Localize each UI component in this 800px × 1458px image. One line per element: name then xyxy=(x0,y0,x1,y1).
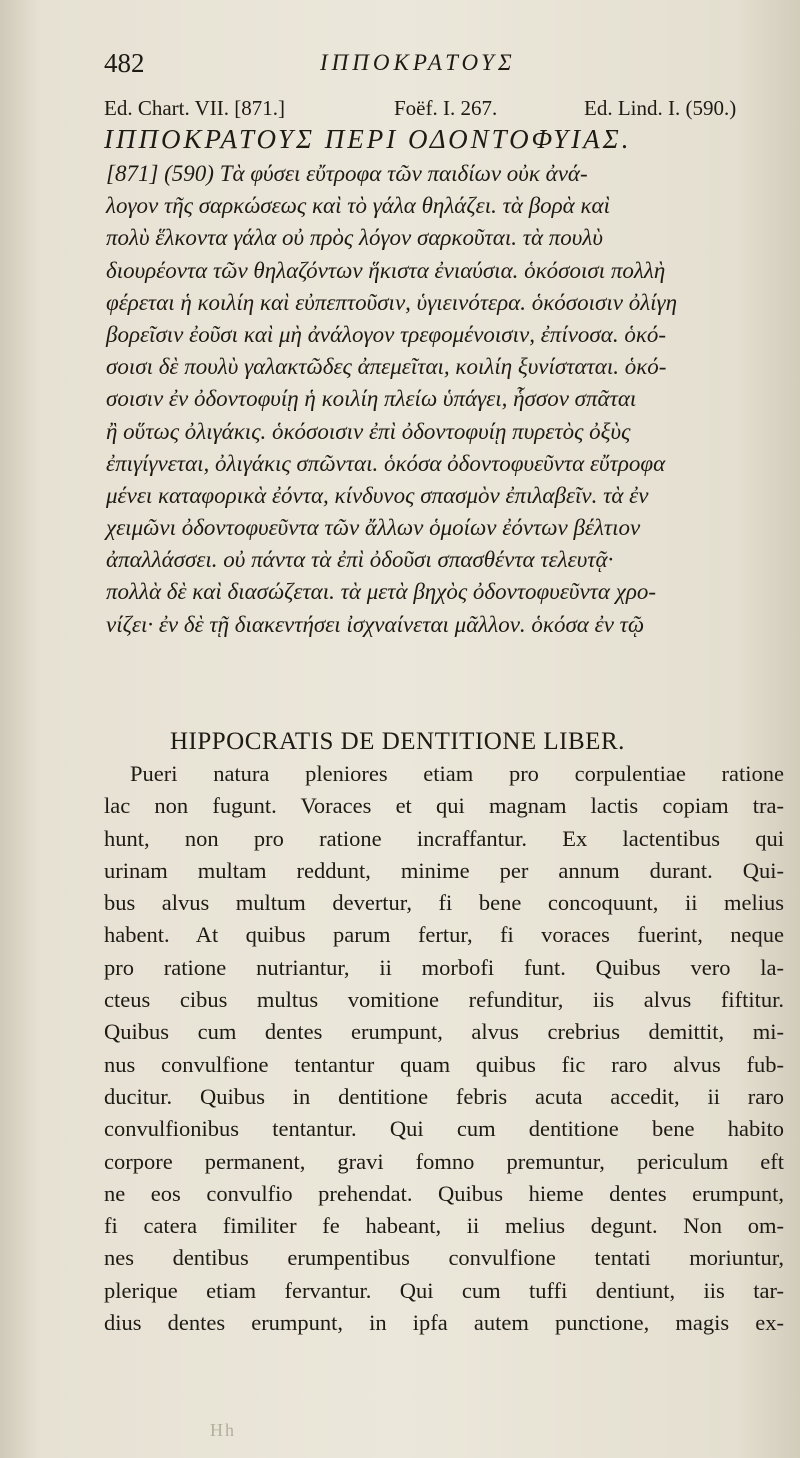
latin-text-line: lac non fugunt. Voraces et qui magnam lactis copiam tra- xyxy=(104,793,784,819)
greek-text-line: βορεῖσιν ἐοῦσι καὶ μὴ ἀνάλογον τρεφομένοισιν, ἐπίνοσα. ὁκό- xyxy=(106,321,667,347)
ref-chartier: Ed. Chart. VII. [871.] xyxy=(104,96,285,120)
ref-linden: Ed. Lind. I. (590.) xyxy=(584,96,737,120)
latin-text-line: fi catera fimiliter fe habeant, ii melius degunt. Non om- xyxy=(104,1213,784,1239)
greek-text-line: ἢ οὕτως ὀλιγάκις. ὁκόσοισιν ἐπὶ ὀδοντοφυίῃ πυρετὸς ὀξὺς xyxy=(106,418,631,444)
latin-text-line: habent. At quibus parum fertur, fi voraces fuerint, neque xyxy=(104,922,784,948)
latin-text-line: corpore permanent, gravi fomno premuntur, periculum eft xyxy=(104,1148,784,1174)
greek-text xyxy=(106,158,786,641)
latin-text-line: ducitur. Quibus in dentitione febris acuta accedit, ii raro xyxy=(104,1083,784,1109)
latin-text-line: convulfionibus tentantur. Qui cum dentitione bene habito xyxy=(104,1116,784,1142)
latin-text-line: bus alvus multum devertur, fi bene concoquunt, ii melius xyxy=(104,890,784,916)
latin-text-line: urinam multam reddunt, minime per annum durant. Qui- xyxy=(104,857,784,883)
latin-text-line: cteus cibus multus vomitione refunditur, iis alvus fiftitur. xyxy=(104,987,784,1013)
latin-text-line: Pueri natura pleniores etiam pro corpulentiae ratione xyxy=(130,761,784,786)
latin-text-line: nes dentibus erumpentibus convulfione tentati moriuntur, xyxy=(104,1245,784,1271)
greek-text-line: ἀπαλλάσσει. οὐ πάντα τὰ ἐπὶ ὀδοῦσι σπασθέντα τελευτᾷ· xyxy=(106,547,614,573)
greek-text-line: λογον τῆς σαρκώσεως καὶ τὸ γάλα θηλάζει. τὰ βορὰ καὶ xyxy=(106,193,611,219)
greek-text-line: διουρέοντα τῶν θηλαζόντων ἥκιστα ἐνιαύσια. ὁκόσοισι πολλὴ xyxy=(106,257,666,283)
greek-text-line: μένει καταφορικὰ ἐόντα, κίνδυνος σπασμὸν ἐπιλαβεῖν. τὰ ἐν xyxy=(106,482,649,508)
latin-text-line: dius dentes erumpunt, in ipfa autem punctione, magis ex- xyxy=(104,1310,784,1336)
latin-text-line: pro ratione nutriantur, ii morbofi funt. Quibus vero la- xyxy=(104,954,784,980)
greek-text-line: νίζει· ἐν δὲ τῇ διακεντήσει ἰσχναίνεται μᾶλλον. ὁκόσα ἐν τῷ xyxy=(106,611,645,637)
latin-text-line: plerique etiam fervantur. Qui cum tuffi dentiunt, iis tar- xyxy=(104,1277,784,1303)
greek-text-line: ἐπιγίγνεται, ὀλιγάκις σπῶνται. ὁκόσα ὀδοντοφυεῦντα εὔτροφα xyxy=(106,450,666,476)
greek-text-line: [871] (590) Τὰ φύσει εὔτροφα τῶν παιδίων οὐκ ἀνά- xyxy=(106,161,588,186)
page-header xyxy=(100,46,780,86)
greek-text-line: φέρεται ἡ κοιλίη καὶ εὐπεπτοῦσιν, ὑγιεινότερα. ὁκόσοισιν ὀλίγη xyxy=(106,289,678,315)
latin-title: HIPPOCRATIS DE DENTITIONE LIBER. xyxy=(170,728,625,755)
edition-references xyxy=(104,96,774,126)
greek-text-line: σοισιν ἐν ὀδοντοφυίῃ ἡ κοιλίη πλείω ὑπάγει, ἧσσον σπᾶται xyxy=(106,386,637,412)
page-number: 482 xyxy=(104,48,145,78)
greek-title: ΙΠΠΟΚΡΑΤΟΥΣ ΠΕΡΙ ΟΔΟΝΤΟΦΥΙΑΣ. xyxy=(104,124,632,154)
latin-text xyxy=(104,758,784,1339)
greek-text-line: σοισι δὲ πουλὺ γαλακτῶδες ἀπεμεῖται, κοιλίη ξυνίσταται. ὁκό- xyxy=(106,354,667,380)
greek-text-line: πολλὰ δὲ καὶ διασώζεται. τὰ μετὰ βηχὸς ὀδοντοφυεῦντα χρο- xyxy=(106,579,657,605)
greek-text-line: χειμῶνι ὀδοντοφυεῦντα τῶν ἄλλων ὁμοίων ἐόντων βέλτιον xyxy=(106,515,641,541)
ref-foesius: Foëf. I. 267. xyxy=(394,96,498,120)
greek-text-line: πολὺ ἕλκοντα γάλα οὐ πρὸς λόγον σαρκοῦται. τὰ πουλὺ xyxy=(106,225,603,251)
latin-text-line: hunt, non pro ratione incraffantur. Ex lactentibus qui xyxy=(104,825,784,851)
latin-text-line: ne eos convulfio prehendat. Quibus hieme dentes erumpunt, xyxy=(104,1180,784,1206)
latin-text-line: nus convulfione tentantur quam quibus fic raro alvus fub- xyxy=(104,1051,784,1077)
latin-text-line: Quibus cum dentes erumpunt, alvus crebrius demittit, mi- xyxy=(104,1019,784,1045)
signature-mark: Hh xyxy=(210,1420,236,1440)
running-title: ΙΠΠΟΚΡΑΤΟΥΣ xyxy=(320,50,516,75)
